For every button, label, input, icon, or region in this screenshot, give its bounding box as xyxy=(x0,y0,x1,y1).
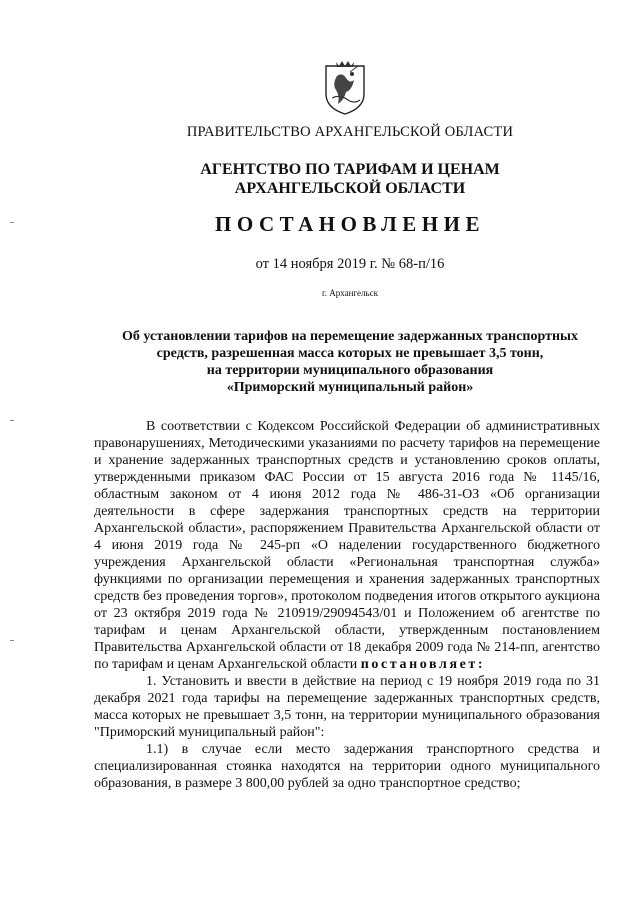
margin-mark xyxy=(10,222,14,223)
document-date-number: от 14 ноября 2019 г. № 68-п/16 xyxy=(255,256,445,272)
document-city: г. Архангельск xyxy=(322,288,378,298)
item-1-1-paragraph: 1.1) в случае если место задержания транспортного средства и специализированная стоянка находятся на территории одного муниципального образования, в размере 3 800,00 рублей за одно транспортное средство; xyxy=(94,742,600,791)
preamble-paragraph xyxy=(94,418,600,673)
margin-mark xyxy=(10,640,14,641)
margin-mark xyxy=(10,420,14,421)
agency-name-line2: АРХАНГЕЛЬСКОЙ ОБЛАСТИ xyxy=(234,180,466,197)
subject-line2: средств, разрешенная масса которых не превышает 3,5 тонн, xyxy=(156,346,544,361)
document-body xyxy=(94,418,600,792)
document-subject xyxy=(60,328,640,396)
decree-word: постановляет: xyxy=(360,657,486,672)
subject-line3: на территории муниципального образования xyxy=(206,363,494,378)
agency-name-line1: АГЕНТСТВО ПО ТАРИФАМ И ЦЕНАМ xyxy=(200,161,500,178)
subject-line1: Об установлении тарифов на перемещение задержанных транспортных xyxy=(122,329,578,344)
document-type-title: ПОСТАНОВЛЕНИЕ xyxy=(215,212,485,236)
agency-name xyxy=(60,160,640,198)
coat-of-arms-emblem-icon xyxy=(322,60,368,116)
item-1-paragraph: 1. Установить и ввести в действие на период с 19 ноября 2019 года по 31 декабря 2021 года тарифы на перемещение задержанных транспортных средств, масса которых не превышает 3,5 тонн, на территории муниципального образования "Приморский муниципальный район": xyxy=(94,674,600,740)
subject-line4: «Приморский муниципальный район» xyxy=(226,380,474,395)
preamble-text: В соответствии с Кодексом Российской Федерации об административных правонарушениях, Методическими указаниями по расчету тарифов на перемещение и хранение задержанных транспортных средств и установлению сроков оплаты, утвержденными приказом ФАС России от 15 августа 2016 года № 1145/16, областным законом от 4 июня 2012 года № 486-31-ОЗ «Об организации деятельности в сфере задержания транспортных средств на территории Архангельской области», распоряжением Правительства Архангельской области от 4 июня 2019 года № 245-рп «О наделении государственного бюджетного учреждения Архангельской области «Региональная транспортная служба» функциями по организации перемещения и хранения задержанных транспортных средств без проведения торгов», протоколом подведения итогов открытого аукциона от 23 октября 2019 года № 210919/29094543/01 и Положением об агентстве по тарифам и ценам Архангельской области, утвержденным постановлением Правительства Архангельской области от 18 декабря 2009 года № 214-пп, агентство по тарифам и ценам Архангельской области xyxy=(94,419,600,672)
government-name: ПРАВИТЕЛЬСТВО АРХАНГЕЛЬСКОЙ ОБЛАСТИ xyxy=(186,124,514,140)
